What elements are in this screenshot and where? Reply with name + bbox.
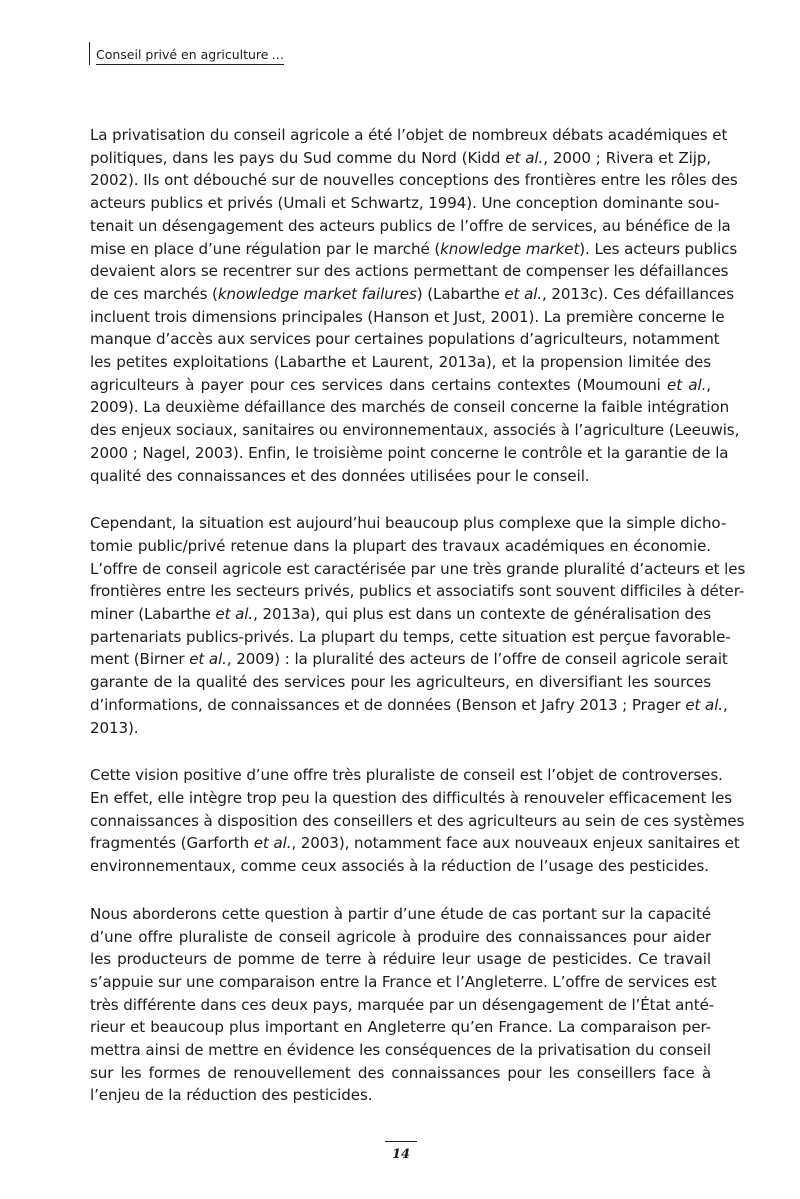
text-line: l’enjeu de la réduction des pesticides. (90, 1086, 373, 1105)
paragraph-2 (90, 512, 746, 739)
text-line: L’offre de conseil agricole est caractérisée par une très grande pluralité d’acteurs et les (90, 559, 746, 578)
text-line: les producteurs de pomme de terre à réduire leur usage de pesticides. Ce travail (90, 950, 711, 969)
text-line: sur les formes de renouvellement des connaissances pour les conseillers face à (90, 1063, 711, 1082)
text-line: d’une offre pluraliste de conseil agricole à produire des connaissances pour aider (90, 927, 711, 946)
main-text (90, 124, 746, 1132)
text-line: incluent trois dimensions principales (Hanson et Just, 2001). La première concerne le (90, 307, 725, 326)
text-line: garante de la qualité des services pour les agriculteurs, en diversifiant les sources (90, 673, 711, 692)
text-line: politiques, dans les pays du Sud comme du Nord (Kidd et al., 2000 ; Rivera et Zijp, (90, 148, 711, 167)
text-line: manque d’accès aux services pour certaines populations d’agriculteurs, notamment (90, 330, 720, 349)
text-line: Cependant, la situation est aujourd’hui beaucoup plus complexe que la simple dicho- (90, 514, 727, 533)
text-line: partenariats publics-privés. La plupart du temps, cette situation est perçue favorable- (90, 627, 731, 646)
text-line: rieur et beaucoup plus important en Angleterre qu’en France. La comparaison per- (90, 1018, 711, 1037)
text-line: acteurs publics et privés (Umali et Schwartz, 1994). Une conception dominante sou- (90, 194, 720, 213)
text-line: fragmentés (Garforth et al., 2003), notamment face aux nouveaux enjeux sanitaires et (90, 834, 740, 853)
text-line: d’informations, de connaissances et de données (Benson et Jafry 2013 ; Prager et al., (90, 695, 728, 714)
text-line: 2013). (90, 718, 139, 737)
text-line: miner (Labarthe et al., 2013a), qui plus est dans un contexte de généralisation des (90, 605, 711, 624)
text-line: environnementaux, comme ceux associés à la réduction de l’usage des pesticides. (90, 857, 709, 876)
text-line: agriculteurs à payer pour ces services dans certains contextes (Moumouni et al., (90, 375, 711, 394)
text-line: mettra ainsi de mettre en évidence les conséquences de la privatisation du conseil (90, 1041, 711, 1060)
paragraph-4 (90, 903, 717, 1107)
footer-rule (385, 1141, 417, 1142)
text-line: des enjeux sociaux, sanitaires ou environnementaux, associés à l’agriculture (Leeuwis, (90, 421, 740, 440)
text-line: devaient alors se recentrer sur des actions permettant de compenser les défaillances (90, 262, 729, 281)
text-line: 2000 ; Nagel, 2003). Enfin, le troisième point concerne le contrôle et la garantie de la (90, 443, 729, 462)
text-line: Nous aborderons cette question à partir d’une étude de cas portant sur la capacité (90, 904, 711, 923)
paragraph-1 (90, 124, 740, 487)
text-line: les petites exploitations (Labarthe et Laurent, 2013a), et la propension limitée des (90, 353, 711, 372)
running-header (89, 42, 284, 65)
text-line: frontières entre les secteurs privés, publics et associatifs sont souvent difficiles à déter- (90, 582, 745, 601)
text-line: s’appuie sur une comparaison entre la France et l’Angleterre. L’offre de services est (90, 972, 717, 991)
text-line: très différente dans ces deux pays, marquée par un désengagement de l’État anté- (90, 995, 715, 1014)
text-line: ment (Birner et al., 2009) : la pluralité des acteurs de l’offre de conseil agricole serait (90, 650, 728, 669)
text-line: de ces marchés (knowledge market failures) (Labarthe et al., 2013c). Ces défaillances (90, 284, 734, 303)
text-line: 2009). La deuxième défaillance des marchés de conseil concerne la faible intégration (90, 398, 730, 417)
page-number: 14 (391, 1147, 411, 1162)
text-line: Cette vision positive d’une offre très pluraliste de conseil est l’objet de controverses. (90, 766, 723, 785)
text-line: En effet, elle intègre trop peu la question des difficultés à renouveler efficacement les (90, 788, 733, 807)
text-line: connaissances à disposition des conseillers et des agriculteurs au sein de ces systèmes (90, 811, 745, 830)
text-line: tenait un désengagement des acteurs publics de l’offre de services, au bénéfice de la (90, 216, 731, 235)
text-line: tomie public/privé retenue dans la plupart des travaux académiques en économie. (90, 536, 711, 555)
paragraph-3 (90, 764, 745, 878)
text-line: 2002). Ils ont débouché sur de nouvelles conceptions des frontières entre les rôles des (90, 171, 738, 190)
text-line: La privatisation du conseil agricole a été l’objet de nombreux débats académiques et (90, 126, 728, 144)
text-line: qualité des connaissances et des données utilisées pour le conseil. (90, 466, 590, 485)
running-header-title: Conseil privé en agriculture … (96, 48, 284, 65)
text-line: mise en place d’une régulation par le marché (knowledge market). Les acteurs publics (90, 239, 738, 258)
